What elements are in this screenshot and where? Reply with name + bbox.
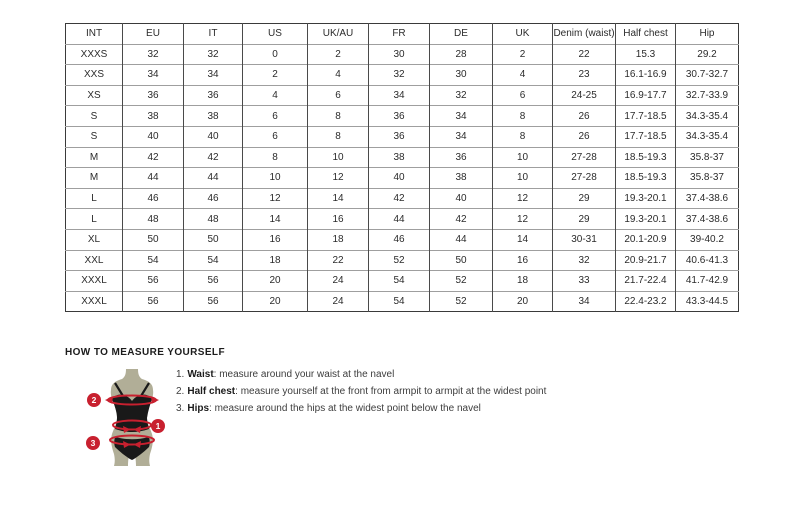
table-cell: 20 xyxy=(243,291,308,312)
table-cell: XXS xyxy=(66,65,123,86)
step-number: 1. xyxy=(176,369,185,380)
table-cell: 46 xyxy=(184,188,243,209)
table-cell: 32 xyxy=(369,65,430,86)
step-number: 3. xyxy=(176,403,185,414)
column-header: Hip xyxy=(676,24,739,45)
table-cell: 44 xyxy=(184,168,243,189)
table-cell: 50 xyxy=(123,229,184,250)
table-cell: 18 xyxy=(308,229,369,250)
column-header: INT xyxy=(85,28,103,40)
table-cell: 4 xyxy=(243,85,308,106)
badge-half-chest xyxy=(87,393,101,407)
table-cell: 32 xyxy=(184,44,243,65)
table-cell: 15.3 xyxy=(616,44,676,65)
step-label: Hips xyxy=(187,403,210,414)
table-cell: XXXL xyxy=(66,271,123,292)
table-cell: 48 xyxy=(184,209,243,230)
table-cell: 34 xyxy=(369,85,430,106)
table-cell: 27-28 xyxy=(553,168,616,189)
table-cell: 36 xyxy=(369,126,430,147)
table-cell: 35.8-37 xyxy=(676,168,739,189)
table-cell: 54 xyxy=(184,250,243,271)
table-cell: XL xyxy=(66,229,123,250)
table-cell: 56 xyxy=(184,291,243,312)
table-cell: 22 xyxy=(308,250,369,271)
table-cell: 34 xyxy=(184,65,243,86)
column-header: US xyxy=(243,24,308,45)
table-cell: 6 xyxy=(243,126,308,147)
table-cell: 46 xyxy=(123,188,184,209)
table-cell: 14 xyxy=(308,188,369,209)
table-cell: XXXL xyxy=(66,291,123,312)
badge-2-number: 2 xyxy=(91,395,97,406)
table-cell: 26 xyxy=(553,126,616,147)
table-cell: 37.4-38.6 xyxy=(676,209,739,230)
table-row xyxy=(66,126,739,147)
table-cell: 12 xyxy=(308,168,369,189)
table-cell: 4 xyxy=(493,65,553,86)
table-cell: 17.7-18.5 xyxy=(616,106,676,127)
table-cell: 18.5-19.3 xyxy=(616,168,676,189)
table-cell: 16.1-16.9 xyxy=(616,65,676,86)
table-cell: 43.3-44.5 xyxy=(676,291,739,312)
table-cell: 21.7-22.4 xyxy=(616,271,676,292)
table-cell: 41.7-42.9 xyxy=(676,271,739,292)
measure-step xyxy=(176,386,546,397)
table-cell: 20.9-21.7 xyxy=(616,250,676,271)
table-cell: 16.9-17.7 xyxy=(616,85,676,106)
table-cell: 20 xyxy=(243,271,308,292)
table-cell: 40 xyxy=(369,168,430,189)
how-to-measure-heading: HOW TO MEASURE YOURSELF xyxy=(65,347,225,358)
table-cell: 8 xyxy=(308,106,369,127)
table-cell: 54 xyxy=(369,291,430,312)
table-cell: 2 xyxy=(308,44,369,65)
table-cell: 30 xyxy=(369,44,430,65)
table-row xyxy=(66,291,739,312)
table-cell: 30 xyxy=(430,65,493,86)
table-cell: 24 xyxy=(308,291,369,312)
table-row xyxy=(66,85,739,106)
table-cell: 22 xyxy=(553,44,616,65)
table-cell: 46 xyxy=(369,229,430,250)
table-cell: 34 xyxy=(553,291,616,312)
table-cell: 35.8-37 xyxy=(676,147,739,168)
column-header: IT xyxy=(184,24,243,45)
column-header: UK/AU xyxy=(308,24,369,45)
table-cell: 38 xyxy=(184,106,243,127)
table-cell: 44 xyxy=(369,209,430,230)
table-cell: L xyxy=(66,188,123,209)
table-cell: 8 xyxy=(243,147,308,168)
table-cell: XS xyxy=(66,85,123,106)
size-table-header-row xyxy=(66,24,739,45)
table-cell: 12 xyxy=(243,188,308,209)
table-cell: 38 xyxy=(369,147,430,168)
table-cell: 44 xyxy=(123,168,184,189)
table-cell: 48 xyxy=(123,209,184,230)
table-cell: 29.2 xyxy=(676,44,739,65)
table-cell: 22.4-23.2 xyxy=(616,291,676,312)
table-cell: 19.3-20.1 xyxy=(616,209,676,230)
column-header: UK xyxy=(493,24,553,45)
table-cell: 17.7-18.5 xyxy=(616,126,676,147)
table-cell: S xyxy=(66,126,123,147)
chest-arrow-right xyxy=(151,397,159,404)
table-cell: 52 xyxy=(369,250,430,271)
table-cell: 10 xyxy=(243,168,308,189)
table-cell: 33 xyxy=(553,271,616,292)
table-cell: L xyxy=(66,209,123,230)
table-row xyxy=(66,44,739,65)
step-label: Waist xyxy=(187,369,214,380)
table-cell: M xyxy=(66,168,123,189)
table-row xyxy=(66,250,739,271)
measurement-figure xyxy=(84,369,184,471)
badge-hips xyxy=(86,436,100,450)
measure-step xyxy=(176,403,546,414)
table-cell: 0 xyxy=(243,44,308,65)
table-cell: 30.7-32.7 xyxy=(676,65,739,86)
step-text: : measure yourself at the front from armpit to armpit at the widest point xyxy=(235,386,547,397)
measure-step xyxy=(176,369,546,380)
table-row xyxy=(66,209,739,230)
table-cell: 12 xyxy=(493,209,553,230)
table-cell: 42 xyxy=(123,147,184,168)
table-cell: 24 xyxy=(308,271,369,292)
size-table-head xyxy=(66,24,739,45)
table-cell: XXXS xyxy=(66,44,123,65)
table-cell: 34 xyxy=(430,106,493,127)
table-cell: 20 xyxy=(493,291,553,312)
table-cell: 54 xyxy=(369,271,430,292)
table-cell: 16 xyxy=(308,209,369,230)
table-cell: S xyxy=(66,106,123,127)
table-cell: 2 xyxy=(243,65,308,86)
table-cell: 8 xyxy=(493,126,553,147)
table-cell: 32 xyxy=(553,250,616,271)
table-cell: 56 xyxy=(184,271,243,292)
table-cell: 54 xyxy=(123,250,184,271)
table-cell: 56 xyxy=(123,291,184,312)
table-cell: 42 xyxy=(184,147,243,168)
table-cell: 38 xyxy=(123,106,184,127)
table-cell: 39-40.2 xyxy=(676,229,739,250)
table-cell: 20.1-20.9 xyxy=(616,229,676,250)
table-cell: 32 xyxy=(430,85,493,106)
badge-1-number: 1 xyxy=(155,421,161,432)
table-cell: 40 xyxy=(430,188,493,209)
table-cell: 18 xyxy=(243,250,308,271)
column-header: Denim (waist) xyxy=(553,24,616,45)
table-cell: 19.3-20.1 xyxy=(616,188,676,209)
table-cell: 14 xyxy=(243,209,308,230)
table-row xyxy=(66,147,739,168)
step-text: : measure around your waist at the navel xyxy=(213,369,395,380)
table-cell: 40 xyxy=(184,126,243,147)
column-header: EU xyxy=(123,24,184,45)
table-cell: 34.3-35.4 xyxy=(676,106,739,127)
table-cell: 52 xyxy=(430,271,493,292)
table-row xyxy=(66,271,739,292)
table-row xyxy=(66,106,739,127)
table-cell: 10 xyxy=(493,147,553,168)
table-cell: 4 xyxy=(308,65,369,86)
table-cell: 27-28 xyxy=(553,147,616,168)
table-cell: 8 xyxy=(493,106,553,127)
table-cell: 40.6-41.3 xyxy=(676,250,739,271)
table-cell: 32.7-33.9 xyxy=(676,85,739,106)
table-row xyxy=(66,65,739,86)
table-cell: 37.4-38.6 xyxy=(676,188,739,209)
table-cell: 30-31 xyxy=(553,229,616,250)
table-cell: 34 xyxy=(123,65,184,86)
table-cell: 52 xyxy=(430,291,493,312)
table-cell: 6 xyxy=(308,85,369,106)
table-cell: 36 xyxy=(430,147,493,168)
step-text: : measure around the hips at the widest point below the navel xyxy=(209,403,481,414)
table-cell: 36 xyxy=(184,85,243,106)
table-cell: 16 xyxy=(243,229,308,250)
table-cell: 29 xyxy=(553,188,616,209)
size-table xyxy=(65,23,739,312)
table-cell: 24-25 xyxy=(553,85,616,106)
table-cell: 18 xyxy=(493,271,553,292)
table-cell: 28 xyxy=(430,44,493,65)
chest-arrow-left xyxy=(105,397,113,404)
table-cell: 50 xyxy=(430,250,493,271)
table-cell: 14 xyxy=(493,229,553,250)
table-cell: 6 xyxy=(243,106,308,127)
badge-3-number: 3 xyxy=(90,438,96,449)
table-cell: 23 xyxy=(553,65,616,86)
table-cell: 56 xyxy=(123,271,184,292)
table-cell: 36 xyxy=(369,106,430,127)
column-header: DE xyxy=(430,24,493,45)
table-cell: 34 xyxy=(430,126,493,147)
table-cell: 8 xyxy=(308,126,369,147)
table-cell: 18.5-19.3 xyxy=(616,147,676,168)
table-cell: 10 xyxy=(493,168,553,189)
table-cell: 26 xyxy=(553,106,616,127)
measure-steps-list xyxy=(176,369,546,420)
table-cell: 42 xyxy=(369,188,430,209)
table-cell: 12 xyxy=(493,188,553,209)
table-cell: 10 xyxy=(308,147,369,168)
table-cell: 36 xyxy=(123,85,184,106)
badge-waist xyxy=(151,419,165,433)
step-number: 2. xyxy=(176,386,185,397)
table-cell: 6 xyxy=(493,85,553,106)
table-cell: M xyxy=(66,147,123,168)
table-cell: 32 xyxy=(123,44,184,65)
table-row xyxy=(66,168,739,189)
column-header: FR xyxy=(369,24,430,45)
table-cell: 34.3-35.4 xyxy=(676,126,739,147)
table-cell: 42 xyxy=(430,209,493,230)
table-row xyxy=(66,229,739,250)
size-table-body xyxy=(66,44,739,312)
table-cell: 50 xyxy=(184,229,243,250)
table-cell: 44 xyxy=(430,229,493,250)
table-row xyxy=(66,188,739,209)
column-header: Half chest xyxy=(616,24,676,45)
table-cell: 38 xyxy=(430,168,493,189)
mannequin-illustration xyxy=(84,369,184,471)
table-cell: 40 xyxy=(123,126,184,147)
table-cell: 16 xyxy=(493,250,553,271)
table-cell: XXL xyxy=(66,250,123,271)
table-cell: 29 xyxy=(553,209,616,230)
table-cell: 2 xyxy=(493,44,553,65)
step-label: Half chest xyxy=(187,386,236,397)
